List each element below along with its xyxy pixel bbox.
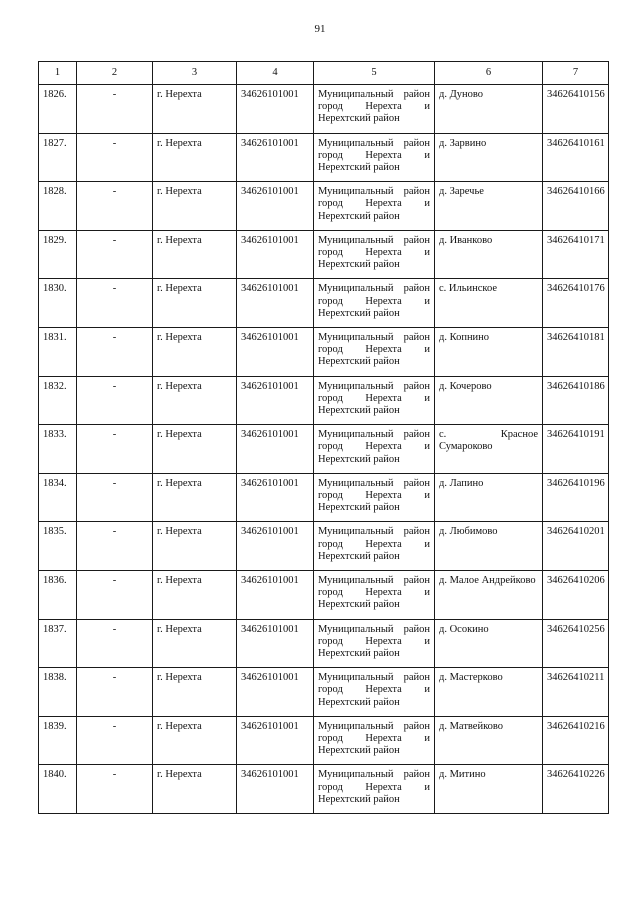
settlement-line: д. Копнино [439, 331, 490, 343]
column-2-cell: - [77, 619, 153, 668]
city-cell: г. Нерехта [153, 619, 237, 668]
table-row [39, 473, 609, 522]
column-2-cell: - [77, 327, 153, 376]
column-2-cell: - [77, 765, 153, 814]
city-cell: г. Нерехта [153, 668, 237, 717]
okato-code-cell: 34626101001 [237, 765, 314, 814]
municipality-cell [314, 473, 435, 522]
row-number-cell: 1828. [39, 182, 77, 231]
settlement-line: д. Осокино [439, 623, 489, 635]
settlement-cell [435, 716, 543, 765]
city-cell: г. Нерехта [153, 182, 237, 231]
oktmo-code-cell: 34626410226 [543, 765, 609, 814]
oktmo-code-cell: 34626410166 [543, 182, 609, 231]
settlement-line: д. Зарвино [439, 137, 487, 149]
table-header-row [39, 62, 609, 85]
table-row [39, 85, 609, 134]
settlement-line: д. Заречье [439, 186, 484, 198]
municipality-line: Нерехтский район [318, 550, 400, 562]
okato-code-cell: 34626101001 [237, 85, 314, 134]
municipality-line: Нерехтский район [318, 696, 400, 708]
municipality-cell [314, 279, 435, 328]
column-header: 4 [237, 62, 314, 85]
row-number-cell: 1826. [39, 85, 77, 134]
row-number-cell: 1836. [39, 570, 77, 619]
row-number-cell: 1835. [39, 522, 77, 571]
settlement-cell [435, 376, 543, 425]
table-row [39, 133, 609, 182]
municipality-line: Муниципальный район [318, 672, 430, 684]
city-cell: г. Нерехта [153, 327, 237, 376]
column-2-cell: - [77, 425, 153, 474]
municipality-line: Муниципальный район [318, 477, 430, 489]
table-row [39, 570, 609, 619]
row-number-cell: 1829. [39, 230, 77, 279]
column-2-cell: - [77, 376, 153, 425]
oktmo-code-cell: 34626410176 [543, 279, 609, 328]
settlement-cell [435, 230, 543, 279]
table-row [39, 668, 609, 717]
municipality-line: город Нерехта и [318, 635, 430, 647]
municipality-line: Муниципальный район [318, 769, 430, 781]
row-number-cell: 1831. [39, 327, 77, 376]
municipality-line: Муниципальный район [318, 137, 430, 149]
municipality-line: город Нерехта и [318, 198, 430, 210]
municipality-cell [314, 85, 435, 134]
settlement-cell [435, 570, 543, 619]
oktmo-code-cell: 34626410216 [543, 716, 609, 765]
okato-code-cell: 34626101001 [237, 716, 314, 765]
settlement-cell [435, 522, 543, 571]
column-2-cell: - [77, 182, 153, 231]
okato-code-cell: 34626101001 [237, 619, 314, 668]
municipality-line: Нерехтский район [318, 113, 400, 125]
municipality-line: Муниципальный район [318, 89, 430, 100]
settlement-cell [435, 619, 543, 668]
okato-code-cell: 34626101001 [237, 668, 314, 717]
municipality-line: Муниципальный район [318, 526, 430, 538]
table-row [39, 522, 609, 571]
municipality-cell [314, 765, 435, 814]
oktmo-code-cell: 34626410181 [543, 327, 609, 376]
municipality-line: город Нерехта и [318, 344, 430, 356]
municipality-line: Нерехтский район [318, 210, 400, 222]
settlement-line: д. Митино [439, 769, 486, 781]
settlement-cell [435, 327, 543, 376]
table-row [39, 716, 609, 765]
row-number-cell: 1834. [39, 473, 77, 522]
row-number-cell: 1832. [39, 376, 77, 425]
settlements-table [38, 61, 609, 814]
column-2-cell: - [77, 716, 153, 765]
column-header: 2 [77, 62, 153, 85]
settlement-cell [435, 133, 543, 182]
settlement-cell [435, 473, 543, 522]
municipality-line: Муниципальный район [318, 234, 430, 246]
column-2-cell: - [77, 85, 153, 134]
column-2-cell: - [77, 133, 153, 182]
okato-code-cell: 34626101001 [237, 473, 314, 522]
municipality-line: город Нерехта и [318, 295, 430, 307]
table-row [39, 327, 609, 376]
column-2-cell: - [77, 279, 153, 328]
municipality-cell [314, 619, 435, 668]
oktmo-code-cell: 34626410256 [543, 619, 609, 668]
settlement-cell [435, 425, 543, 474]
municipality-cell [314, 230, 435, 279]
municipality-line: Нерехтский район [318, 599, 400, 611]
municipality-line: город Нерехта и [318, 732, 430, 744]
row-number-cell: 1833. [39, 425, 77, 474]
municipality-line: город Нерехта и [318, 538, 430, 550]
municipality-line: Нерехтский район [318, 647, 400, 659]
municipality-line: Муниципальный район [318, 429, 430, 441]
city-cell: г. Нерехта [153, 425, 237, 474]
oktmo-code-cell: 34626410211 [543, 668, 609, 717]
column-header: 1 [39, 62, 77, 85]
municipality-line: Муниципальный район [318, 574, 430, 586]
page-number: 91 [314, 23, 326, 35]
municipality-line: Муниципальный район [318, 283, 430, 295]
municipality-line: город Нерехта и [318, 149, 430, 161]
okato-code-cell: 34626101001 [237, 133, 314, 182]
column-header: 7 [543, 62, 609, 85]
oktmo-code-cell: 34626410186 [543, 376, 609, 425]
settlement-line: д. Малое Андрейково [439, 574, 536, 586]
municipality-line: город Нерехта и [318, 246, 430, 258]
settlement-line: д. Кочерово [439, 380, 492, 392]
column-2-cell: - [77, 473, 153, 522]
municipality-cell [314, 570, 435, 619]
municipality-line: город Нерехта и [318, 101, 430, 113]
municipality-cell [314, 716, 435, 765]
settlement-cell [435, 85, 543, 134]
municipality-line: город Нерехта и [318, 441, 430, 453]
oktmo-code-cell: 34626410161 [543, 133, 609, 182]
row-number-cell: 1838. [39, 668, 77, 717]
settlement-line: с. Ильинское [439, 283, 498, 295]
municipality-line: Нерехтский район [318, 502, 400, 514]
table-row [39, 619, 609, 668]
okato-code-cell: 34626101001 [237, 230, 314, 279]
municipality-line: Муниципальный район [318, 623, 430, 635]
city-cell: г. Нерехта [153, 473, 237, 522]
settlement-line: д. Лапино [439, 477, 484, 489]
okato-code-cell: 34626101001 [237, 327, 314, 376]
municipality-cell [314, 522, 435, 571]
settlement-line: д. Матвейково [439, 720, 504, 732]
oktmo-code-cell: 34626410196 [543, 473, 609, 522]
city-cell: г. Нерехта [153, 376, 237, 425]
oktmo-code-cell: 34626410171 [543, 230, 609, 279]
column-header: 3 [153, 62, 237, 85]
municipality-line: Муниципальный район [318, 380, 430, 392]
row-number-cell: 1837. [39, 619, 77, 668]
municipality-cell [314, 376, 435, 425]
settlement-line: д. Иванково [439, 234, 493, 246]
column-header: 6 [435, 62, 543, 85]
table-row [39, 279, 609, 328]
municipality-cell [314, 327, 435, 376]
table-row [39, 376, 609, 425]
column-2-cell: - [77, 230, 153, 279]
column-header: 5 [314, 62, 435, 85]
municipality-line: Нерехтский район [318, 307, 400, 319]
row-number-cell: 1839. [39, 716, 77, 765]
column-2-cell: - [77, 668, 153, 717]
oktmo-code-cell: 34626410156 [543, 85, 609, 134]
settlement-cell [435, 765, 543, 814]
settlement-line: д. Дуново [439, 89, 484, 100]
municipality-line: Муниципальный район [318, 331, 430, 343]
okato-code-cell: 34626101001 [237, 376, 314, 425]
municipality-line: Муниципальный район [318, 720, 430, 732]
city-cell: г. Нерехта [153, 570, 237, 619]
okato-code-cell: 34626101001 [237, 182, 314, 231]
table-row [39, 765, 609, 814]
settlement-cell [435, 279, 543, 328]
municipality-line: Нерехтский район [318, 259, 400, 271]
settlement-line: с. Красное [439, 429, 538, 441]
row-number-cell: 1840. [39, 765, 77, 814]
municipality-cell [314, 182, 435, 231]
city-cell: г. Нерехта [153, 85, 237, 134]
municipality-line: Нерехтский район [318, 162, 400, 173]
row-number-cell: 1830. [39, 279, 77, 328]
row-number-cell: 1827. [39, 133, 77, 182]
table-row [39, 425, 609, 474]
settlement-line: д. Мастерково [439, 672, 503, 684]
municipality-line: Нерехтский район [318, 453, 400, 465]
okato-code-cell: 34626101001 [237, 570, 314, 619]
municipality-line: город Нерехта и [318, 587, 430, 599]
okato-code-cell: 34626101001 [237, 522, 314, 571]
okato-code-cell: 34626101001 [237, 425, 314, 474]
municipality-line: город Нерехта и [318, 489, 430, 501]
municipality-line: Муниципальный район [318, 186, 430, 198]
settlement-cell [435, 668, 543, 717]
settlement-line: Сумароково [439, 441, 493, 453]
settlement-cell [435, 182, 543, 231]
table-row [39, 182, 609, 231]
column-2-cell: - [77, 570, 153, 619]
oktmo-code-cell: 34626410191 [543, 425, 609, 474]
table-row [39, 230, 609, 279]
municipality-line: город Нерехта и [318, 684, 430, 696]
municipality-line: Нерехтский район [318, 404, 400, 416]
municipality-line: Нерехтский район [318, 356, 400, 368]
municipality-line: Нерехтский район [318, 745, 400, 757]
settlement-line: д. Любимово [439, 526, 498, 538]
city-cell: г. Нерехта [153, 230, 237, 279]
table-body [39, 85, 609, 814]
municipality-line: город Нерехта и [318, 392, 430, 404]
column-2-cell: - [77, 522, 153, 571]
municipality-cell [314, 425, 435, 474]
city-cell: г. Нерехта [153, 765, 237, 814]
municipality-line: Нерехтский район [318, 793, 400, 805]
okato-code-cell: 34626101001 [237, 279, 314, 328]
city-cell: г. Нерехта [153, 133, 237, 182]
oktmo-code-cell: 34626410201 [543, 522, 609, 571]
municipality-line: город Нерехта и [318, 781, 430, 793]
city-cell: г. Нерехта [153, 279, 237, 328]
oktmo-code-cell: 34626410206 [543, 570, 609, 619]
city-cell: г. Нерехта [153, 522, 237, 571]
municipality-cell [314, 133, 435, 182]
city-cell: г. Нерехта [153, 716, 237, 765]
municipality-cell [314, 668, 435, 717]
